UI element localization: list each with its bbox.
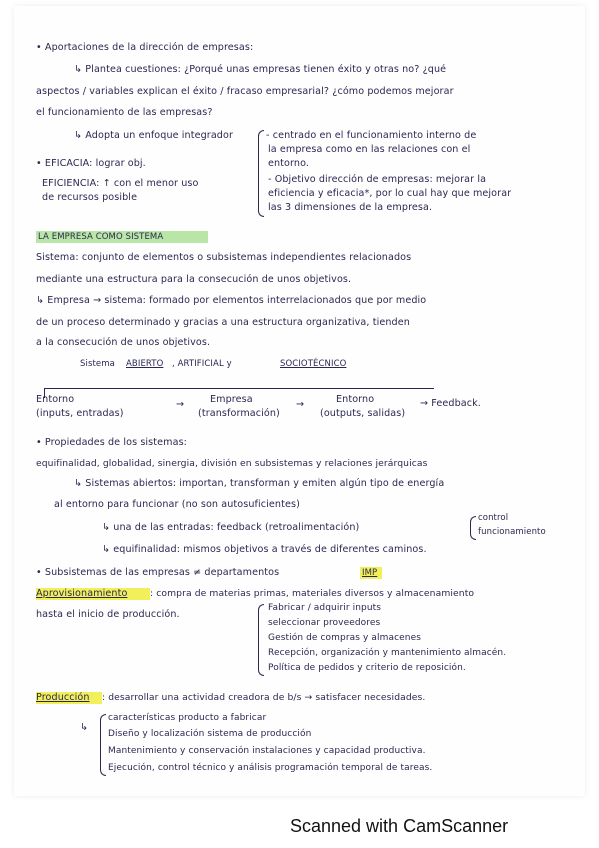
text-line: • Propiedades de los sistemas: bbox=[36, 437, 187, 448]
text-line: - centrado en el funcionamiento interno de bbox=[266, 130, 477, 141]
arrow-icon: ↳ bbox=[80, 722, 89, 733]
text-line: ↳ equifinalidad: mismos objetivos a través de diferentes caminos. bbox=[102, 544, 427, 555]
flow-box: (outputs, salidas) bbox=[320, 408, 406, 419]
text-line: ↳ Plantea cuestiones: ¿Porqué unas empresas tienen éxito y otras no? ¿qué bbox=[74, 64, 447, 75]
text-line: entorno. bbox=[268, 158, 310, 169]
text-line: EFICIENCIA: ↑ con el menor uso bbox=[42, 178, 199, 189]
text-line: a la consecución de unos objetivos. bbox=[36, 337, 211, 348]
text-line: mediante una estructura para la consecución de unos objetivos. bbox=[36, 274, 352, 285]
text-line: • EFICACIA: lograr obj. bbox=[36, 158, 146, 169]
arrow-icon: → bbox=[296, 399, 305, 410]
scanned-page bbox=[14, 6, 585, 796]
curly-brace-icon bbox=[258, 604, 264, 676]
flow-box: Entorno bbox=[36, 394, 75, 405]
flow-box: Entorno bbox=[336, 394, 375, 405]
text-line: Sistema bbox=[80, 359, 115, 369]
text-line: control bbox=[478, 513, 509, 523]
text-line: equifinalidad, globalidad, sinergia, división en subsistemas y relaciones jerárquicas bbox=[36, 458, 428, 469]
text-line: eficiencia y eficacia*, por lo cual hay que mejorar bbox=[268, 188, 512, 199]
text-line: la empresa como en las relaciones con el bbox=[268, 144, 471, 155]
text-line: al entorno para funcionar (no son autosuficientes) bbox=[54, 499, 300, 510]
text-line: de un proceso determinado y gracias a una estructura organizativa, tienden bbox=[36, 317, 410, 328]
flow-box: (inputs, entradas) bbox=[36, 408, 124, 419]
scanner-watermark: Scanned with CamScanner bbox=[290, 816, 509, 836]
text-line: de recursos posible bbox=[42, 192, 138, 203]
text-line: IMP bbox=[362, 568, 378, 578]
curly-brace-icon bbox=[100, 714, 106, 776]
feedback-loop-line bbox=[44, 388, 434, 389]
text-line: Mantenimiento y conservación instalaciones y capacidad productiva. bbox=[108, 746, 426, 756]
underlined-term: ABIERTO bbox=[126, 359, 164, 369]
text-line: • Aportaciones de la dirección de empresas: bbox=[36, 42, 254, 53]
curly-brace-icon bbox=[470, 516, 476, 540]
text-line: - Objetivo dirección de empresas: mejorar la bbox=[268, 174, 487, 185]
text-line: funcionamiento bbox=[478, 527, 546, 537]
text-line: Gestión de compras y almacenes bbox=[268, 633, 422, 643]
text-line: • Subsistemas de las empresas ≠ departamentos bbox=[36, 567, 280, 578]
section-heading: LA EMPRESA COMO SISTEMA bbox=[38, 232, 164, 242]
text-line: ↳ una de las entradas: feedback (retroalimentación) bbox=[102, 522, 360, 533]
text-line: aspectos / variables explican el éxito / fracaso empresarial? ¿cómo podemos mejorar bbox=[36, 86, 454, 97]
text-line: : desarrollar una actividad creadora de b/s → satisfacer necesidades. bbox=[102, 692, 426, 703]
term-produccion: Producción bbox=[36, 692, 90, 703]
text-line: Recepción, organización y mantenimiento almacén. bbox=[268, 648, 507, 658]
flow-box: → Feedback. bbox=[420, 398, 481, 409]
text-line: Ejecución, control técnico y análisis programación temporal de tareas. bbox=[108, 763, 433, 773]
flow-box: (transformación) bbox=[198, 408, 280, 419]
text-line: , ARTIFICIAL y bbox=[172, 359, 232, 369]
text-line: ↳ Sistemas abiertos: importan, transforman y emiten algún tipo de energía bbox=[74, 478, 445, 489]
text-line: ↳ Adopta un enfoque integrador bbox=[74, 130, 234, 141]
arrow-icon: → bbox=[176, 399, 185, 410]
underlined-term: SOCIOTÉCNICO bbox=[280, 359, 347, 369]
text-line: el funcionamiento de las empresas? bbox=[36, 107, 213, 118]
text-line: ↳ Empresa → sistema: formado por elementos interrelacionados que por medio bbox=[36, 295, 427, 306]
text-line: Diseño y localización sistema de producción bbox=[108, 729, 312, 739]
text-line: Política de pedidos y criterio de reposición. bbox=[268, 663, 466, 673]
text-line: Sistema: conjunto de elementos o subsistemas independientes relacionados bbox=[36, 252, 412, 263]
text-line: características producto a fabricar bbox=[108, 713, 267, 723]
term-aprovisionamiento: Aprovisionamiento bbox=[36, 588, 128, 599]
text-line: seleccionar proveedores bbox=[268, 618, 381, 628]
text-line: : compra de materias primas, materiales diversos y almacenamiento bbox=[150, 588, 475, 599]
text-line: las 3 dimensiones de la empresa. bbox=[268, 202, 433, 213]
flow-box: Empresa bbox=[210, 394, 253, 405]
curly-brace-icon bbox=[258, 130, 264, 217]
text-line: Fabricar / adquirir inputs bbox=[268, 603, 382, 613]
text-line: hasta el inicio de producción. bbox=[36, 609, 180, 620]
